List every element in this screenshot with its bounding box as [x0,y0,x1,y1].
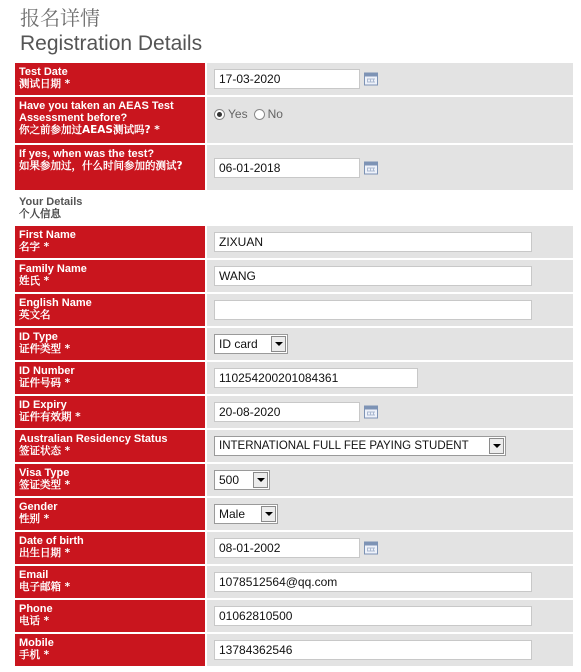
previous-test-label-cn: 如果参加过，什么时间参加的测试? [19,160,183,172]
no-radio[interactable] [254,109,265,120]
dob-label [15,532,205,564]
gender-label [15,498,205,530]
residency-select[interactable] [214,436,506,456]
row-aeas-taken [15,97,573,143]
id-expiry-input[interactable]: 20-08-2020 [214,402,360,422]
id-type-label-en: ID Type [19,331,58,343]
test-date-cell [207,63,573,95]
calendar-icon[interactable] [364,73,378,86]
english-name-label-cn: 英文名 [19,309,51,321]
yes-radio[interactable] [214,109,225,120]
id-number-label [15,362,205,394]
id-type-label [15,328,205,360]
id-expiry-label [15,396,205,428]
id-type-select[interactable] [214,334,288,354]
phone-label [15,600,205,632]
id-number-cell [207,362,573,394]
phone-field[interactable]: 01062810500 [214,606,532,626]
residency-selected: INTERNATIONAL FULL FEE PAYING STUDENT [219,440,469,452]
row-previous-test [15,145,573,190]
dob-label-en: Date of birth [19,535,84,547]
chevron-down-icon[interactable] [253,472,268,488]
id-expiry-label-cn: 证件有效期 * [19,411,81,423]
id-number-input[interactable]: 110254200201084361 [214,368,418,388]
id-type-cell [207,328,573,360]
row-dob [15,532,573,564]
page-title-en: Registration Details [20,32,203,55]
previous-test-label-en: If yes, when was the test? [19,148,155,160]
row-id-number [15,362,573,394]
previous-test-input[interactable]: 06-01-2018 [214,158,360,178]
test-date-input[interactable]: 17-03-2020 [214,69,360,89]
residency-label-en: Australian Residency Status [19,433,168,445]
visa-type-cell [207,464,573,496]
id-number-label-en: ID Number [19,365,75,377]
id-expiry-label-en: ID Expiry [19,399,67,411]
aeas-taken-label [15,97,205,143]
your-details-heading [15,192,573,226]
family-name-cell [207,260,573,292]
row-test-date [15,63,573,95]
email-field[interactable]: 1078512564@qq.com [214,572,532,592]
id-expiry-cell [207,396,573,428]
mobile-field[interactable]: 13784362546 [214,640,532,660]
family-name-label-en: Family Name [19,263,87,275]
id-number-label-cn: 证件号码 * [19,377,71,389]
english-name-cell [207,294,573,326]
registration-form [15,63,573,668]
id-type-selected: ID card [219,337,258,351]
row-first-name [15,226,573,258]
visa-type-label-cn: 签证类型 * [19,479,71,491]
first-name-cell [207,226,573,258]
gender-label-cn: 性别 * [19,513,50,525]
row-phone [15,600,573,632]
first-name-label [15,226,205,258]
chevron-down-icon[interactable] [489,438,504,454]
first-name-label-en: First Name [19,229,76,241]
visa-type-selected: 500 [219,473,240,487]
row-gender [15,498,573,530]
gender-cell [207,498,573,530]
family-name-input[interactable]: WANG [214,266,532,286]
row-visa-type [15,464,573,496]
family-name-label-cn: 姓氏 * [19,275,50,287]
calendar-icon[interactable] [364,542,378,555]
row-email [15,566,573,598]
visa-type-select[interactable] [214,470,270,490]
row-family-name [15,260,573,292]
mobile-label-cn: 手机 * [19,649,50,661]
residency-label-cn: 签证状态 * [19,445,71,457]
aeas-taken-label-cn: 你之前参加过AEAS测试吗? * [19,124,160,136]
calendar-icon[interactable] [364,406,378,419]
aeas-taken-radio-group [214,107,289,121]
test-date-label-en: Test Date [19,66,68,78]
gender-label-en: Gender [19,501,58,513]
phone-label-cn: 电话 * [19,615,50,627]
your-details-heading-cn: 个人信息 [19,208,61,220]
phone-cell [207,600,573,632]
test-date-label-cn: 测试日期 * [19,78,71,90]
gender-selected: Male [219,507,246,521]
visa-type-label [15,464,205,496]
chevron-down-icon[interactable] [261,506,276,522]
your-details-heading-en: Your Details [19,196,83,208]
english-name-label-en: English Name [19,297,92,309]
row-id-type [15,328,573,360]
gender-select[interactable] [214,504,278,524]
english-name-input[interactable] [214,300,532,320]
mobile-label-en: Mobile [19,637,54,649]
mobile-cell [207,634,573,666]
first-name-label-cn: 名字 * [19,241,50,253]
email-label-cn: 电子邮箱 * [19,581,71,593]
dob-cell [207,532,573,564]
aeas-taken-label-en: Have you taken an AEAS Test Assessment before? [19,100,174,124]
test-date-label [15,63,205,95]
residency-cell [207,430,573,462]
dob-input[interactable]: 08-01-2002 [214,538,360,558]
yes-radio-label: Yes [228,107,248,121]
english-name-label [15,294,205,326]
first-name-input[interactable]: ZIXUAN [214,232,532,252]
calendar-icon[interactable] [364,161,378,174]
phone-label-en: Phone [19,603,53,615]
aeas-taken-cell [207,97,573,143]
email-cell [207,566,573,598]
dob-label-cn: 出生日期 * [19,547,71,559]
row-mobile [15,634,573,666]
visa-type-label-en: Visa Type [19,467,70,479]
email-label-en: Email [19,569,49,581]
mobile-label [15,634,205,666]
page-title-cn: 报名详情 [20,6,100,30]
email-label [15,566,205,598]
previous-test-cell [207,145,573,190]
row-english-name [15,294,573,326]
row-residency [15,430,573,462]
id-type-label-cn: 证件类型 * [19,343,71,355]
no-radio-label: No [267,107,283,121]
previous-test-label [15,145,205,190]
residency-label [15,430,205,462]
chevron-down-icon[interactable] [271,336,286,352]
row-id-expiry [15,396,573,428]
family-name-label [15,260,205,292]
